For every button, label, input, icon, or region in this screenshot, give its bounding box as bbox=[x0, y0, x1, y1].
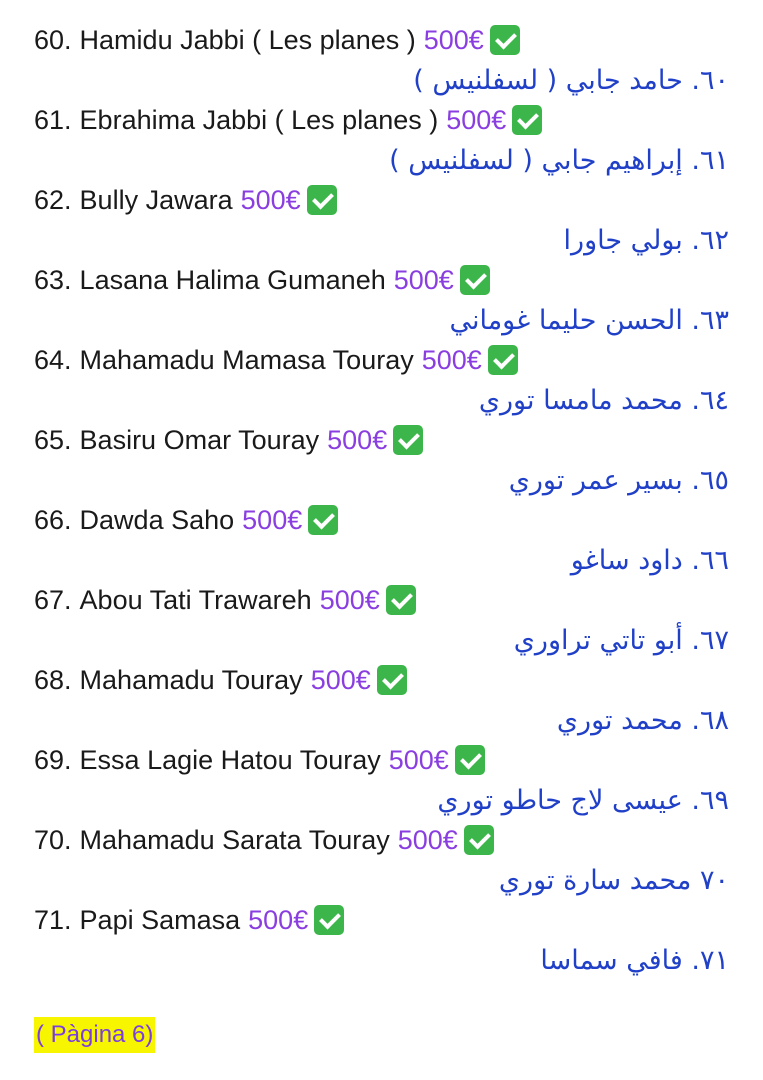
english-line bbox=[34, 420, 423, 460]
list-item bbox=[0, 480, 763, 576]
english-line bbox=[34, 20, 520, 60]
page-label: ( Pàgina 6) bbox=[34, 1017, 155, 1053]
list-item bbox=[0, 0, 763, 96]
entry-amount: 500€ bbox=[327, 425, 388, 455]
check-mark-icon bbox=[455, 745, 485, 775]
arabic-line: ٦٩. عيسى لاج حاطو توري bbox=[437, 785, 729, 816]
arabic-line: ٦٢. بولي جاورا bbox=[563, 225, 729, 256]
check-mark-icon bbox=[308, 505, 338, 535]
check-mark-icon bbox=[512, 105, 542, 135]
entry-amount: 500€ bbox=[397, 825, 458, 855]
entry-amount: 500€ bbox=[310, 665, 371, 695]
check-mark-icon bbox=[488, 345, 518, 375]
check-mark-icon bbox=[307, 185, 337, 215]
entry-number: 61. bbox=[34, 105, 72, 135]
english-line bbox=[34, 180, 337, 220]
entry-name: Essa Lagie Hatou Touray bbox=[79, 745, 381, 775]
arabic-line: ٦٣. الحسن حليما غوماني bbox=[449, 305, 729, 336]
entry-amount: 500€ bbox=[242, 505, 303, 535]
english-line bbox=[34, 900, 344, 940]
entry-name: Mahamadu Touray bbox=[79, 665, 303, 695]
check-mark-icon bbox=[464, 825, 494, 855]
entry-name: Bully Jawara bbox=[79, 185, 233, 215]
entry-number: 60. bbox=[34, 25, 72, 55]
english-line bbox=[34, 740, 485, 780]
check-mark-icon bbox=[386, 585, 416, 615]
entry-amount: 500€ bbox=[248, 905, 309, 935]
english-line bbox=[34, 100, 542, 140]
list-item bbox=[0, 80, 763, 176]
list-item bbox=[0, 400, 763, 496]
entry-number: 71. bbox=[34, 905, 72, 935]
list-item bbox=[0, 240, 763, 336]
english-line bbox=[34, 500, 338, 540]
check-mark-icon bbox=[460, 265, 490, 295]
arabic-line: ٦٤. محمد مامسا توري bbox=[478, 385, 729, 416]
entry-name: Basiru Omar Touray bbox=[79, 425, 320, 455]
list-item bbox=[0, 880, 763, 976]
english-line bbox=[34, 580, 416, 620]
check-mark-icon bbox=[377, 665, 407, 695]
entry-number: 70. bbox=[34, 825, 72, 855]
entry-name: Lasana Halima Gumaneh bbox=[79, 265, 386, 295]
arabic-line: ٦٠. حامد جابي ( لسفلنيس ) bbox=[413, 65, 729, 96]
list-item bbox=[0, 800, 763, 896]
list-item bbox=[0, 560, 763, 656]
entry-amount: 500€ bbox=[388, 745, 449, 775]
entry-amount: 500€ bbox=[446, 105, 507, 135]
english-line bbox=[34, 260, 490, 300]
arabic-line: ٦٧. أبو تاتي تراوري bbox=[513, 625, 729, 656]
list-item bbox=[0, 640, 763, 736]
entry-number: 67. bbox=[34, 585, 72, 615]
entry-number: 68. bbox=[34, 665, 72, 695]
arabic-line: ٦٥. بسير عمر توري bbox=[508, 465, 729, 496]
entry-name: Mahamadu Mamasa Touray bbox=[79, 345, 414, 375]
entry-amount: 500€ bbox=[393, 265, 454, 295]
arabic-line: ٧٠ محمد سارة توري bbox=[498, 865, 729, 896]
arabic-line: ٦١. إبراهيم جابي ( لسفلنيس ) bbox=[389, 145, 729, 176]
english-line bbox=[34, 340, 518, 380]
entry-amount: 500€ bbox=[240, 185, 301, 215]
entry-name: Mahamadu Sarata Touray bbox=[79, 825, 390, 855]
entry-name: Hamidu Jabbi ( Les planes ) bbox=[79, 25, 416, 55]
entry-name: Papi Samasa bbox=[79, 905, 241, 935]
arabic-line: ٦٨. محمد توري bbox=[556, 705, 729, 736]
entry-number: 69. bbox=[34, 745, 72, 775]
list-item bbox=[0, 720, 763, 816]
english-line bbox=[34, 820, 494, 860]
list-item bbox=[0, 160, 763, 256]
entry-name: Abou Tati Trawareh bbox=[79, 585, 312, 615]
entry-number: 62. bbox=[34, 185, 72, 215]
entry-number: 66. bbox=[34, 505, 72, 535]
list-item bbox=[0, 320, 763, 416]
arabic-line: ٦٦. داود ساغو bbox=[570, 545, 729, 576]
entry-number: 64. bbox=[34, 345, 72, 375]
check-mark-icon bbox=[314, 905, 344, 935]
entry-number: 63. bbox=[34, 265, 72, 295]
entry-number: 65. bbox=[34, 425, 72, 455]
entry-name: Ebrahima Jabbi ( Les planes ) bbox=[79, 105, 439, 135]
entry-name: Dawda Saho bbox=[79, 505, 235, 535]
check-mark-icon bbox=[393, 425, 423, 455]
english-line bbox=[34, 660, 407, 700]
entry-amount: 500€ bbox=[423, 25, 484, 55]
arabic-line: ٧١. فافي سماسا bbox=[540, 945, 729, 976]
entry-amount: 500€ bbox=[421, 345, 482, 375]
check-mark-icon bbox=[490, 25, 520, 55]
entry-amount: 500€ bbox=[319, 585, 380, 615]
